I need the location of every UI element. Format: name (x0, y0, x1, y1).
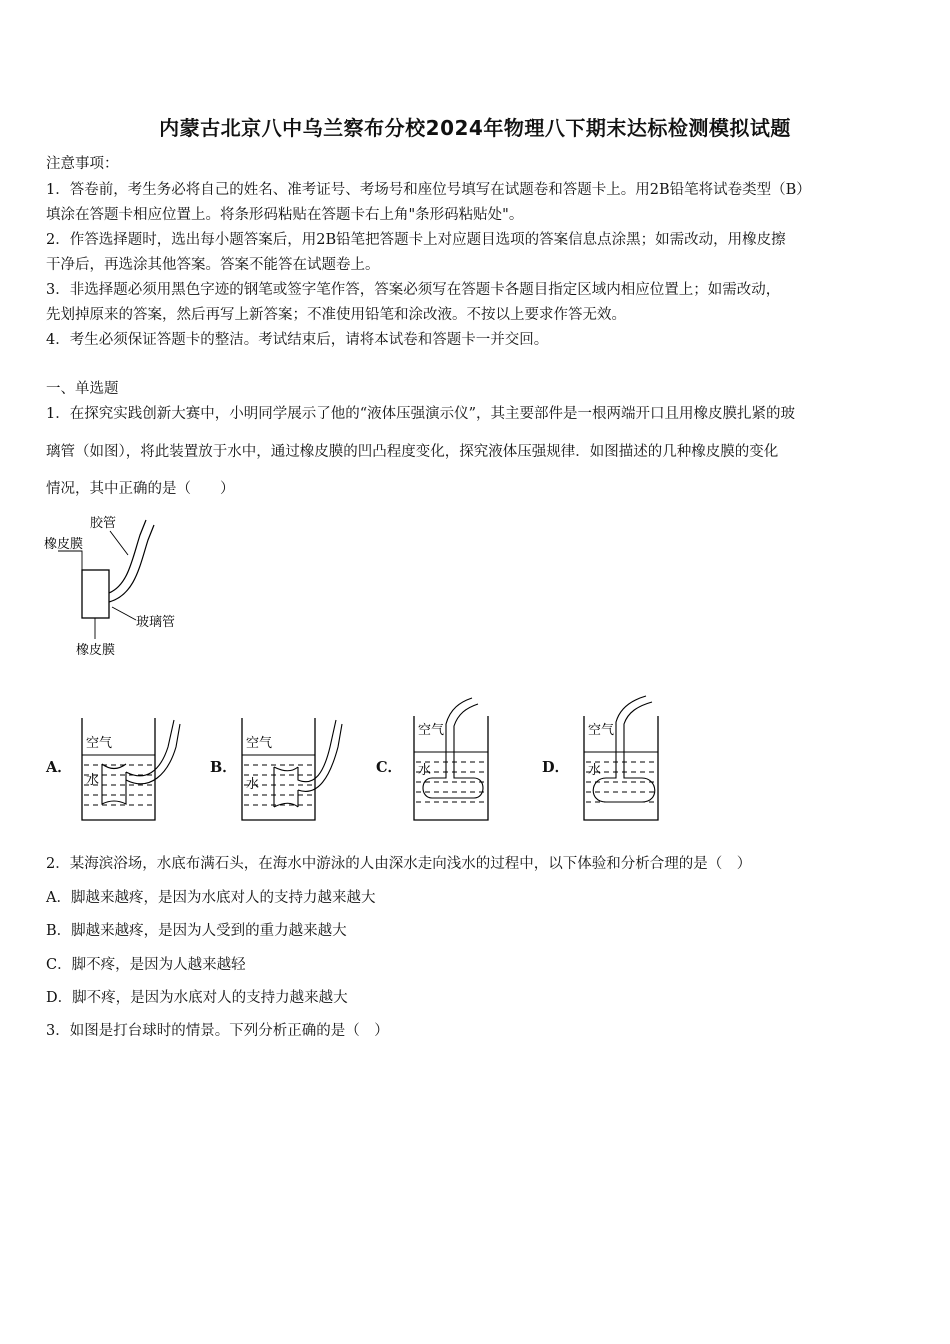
label-membrane-top: 橡皮膜 (44, 537, 84, 552)
water-label: 水 (588, 763, 602, 778)
option-a-figure (80, 712, 190, 827)
q2-option-a: A．脚越来越疼，是因为水底对人的支持力越来越大 (46, 890, 376, 906)
label-glass-tube: 玻璃管 (136, 615, 176, 630)
apparatus-figure (40, 505, 210, 665)
option-d-figure (580, 690, 670, 826)
q1-stem-line: 1．在探究实践创新大赛中，小明同学展示了他的“液体压强演示仪”，其主要部件是一根两端开口且用橡皮膜扎紧的玻 (46, 406, 796, 422)
label-membrane-bottom: 橡皮膜 (76, 643, 116, 658)
notice-line: 1．答卷前，考生务必将自己的姓名、准考证号、考场号和座位号填写在试题卷和答题卡上。用2B铅笔将试卷类型（B） (46, 182, 811, 198)
q1-stem-line: 璃管（如图），将此装置放于水中，通过橡皮膜的凹凸程度变化，探究液体压强规律．如图描述的几种橡皮膜的变化 (46, 444, 779, 460)
notice-heading: 注意事项： (46, 156, 119, 172)
page-title: 内蒙古北京八中乌兰察布分校2024年物理八下期末达标检测模拟试题 (159, 116, 791, 140)
q2-stem: 2．某海滨浴场，水底布满石头，在海水中游泳的人由深水走向浅水的过程中，以下体验和分析合理的是（ ） (46, 856, 752, 872)
notice-line: 3．非选择题必须用黑色字迹的钢笔或签字笔作答，答案必须写在答题卡各题目指定区域内相应位置上；如需改动， (46, 282, 781, 298)
air-label: 空气 (418, 723, 445, 738)
option-c-figure (410, 694, 500, 826)
q2-option-b: B．脚越来越疼，是因为人受到的重力越来越大 (46, 923, 347, 939)
option-c-letter: C． (376, 759, 403, 776)
notice-line: 填涂在答题卡相应位置上。将条形码粘贴在答题卡右上角"条形码粘贴处"。 (46, 207, 524, 223)
notice-line: 4．考生必须保证答题卡的整洁。考试结束后，请将本试卷和答题卡一并交回。 (46, 332, 549, 348)
option-a-letter: A． (46, 759, 72, 776)
option-b-figure (240, 712, 350, 827)
air-label: 空气 (246, 736, 273, 751)
water-label: 水 (418, 763, 432, 778)
air-label: 空气 (86, 736, 113, 751)
option-d-letter: D． (542, 759, 570, 776)
option-b-letter: B． (210, 759, 237, 776)
q3-stem: 3．如图是打台球时的情景。下列分析正确的是（ ） (46, 1023, 389, 1039)
label-hose: 胶管 (90, 516, 117, 531)
section-heading: 一、单选题 (46, 381, 119, 397)
notice-line: 先划掉原来的答案，然后再写上新答案；不准使用铅笔和涂改液。不按以上要求作答无效。 (46, 307, 626, 323)
water-label: 水 (86, 773, 100, 788)
q1-stem-line: 情况，其中正确的是（ ） (46, 481, 235, 497)
notice-line: 干净后，再选涂其他答案。答案不能答在试题卷上。 (46, 257, 380, 273)
water-label: 水 (246, 777, 260, 792)
q2-option-c: C．脚不疼，是因为人越来越轻 (46, 957, 246, 973)
air-label: 空气 (588, 723, 615, 738)
q2-option-d: D．脚不疼，是因为水底对人的支持力越来越大 (46, 990, 348, 1006)
notice-line: 2．作答选择题时，选出每小题答案后，用2B铅笔把答题卡上对应题目选项的答案信息点涂黑；如需改动，用橡皮擦 (46, 232, 786, 248)
